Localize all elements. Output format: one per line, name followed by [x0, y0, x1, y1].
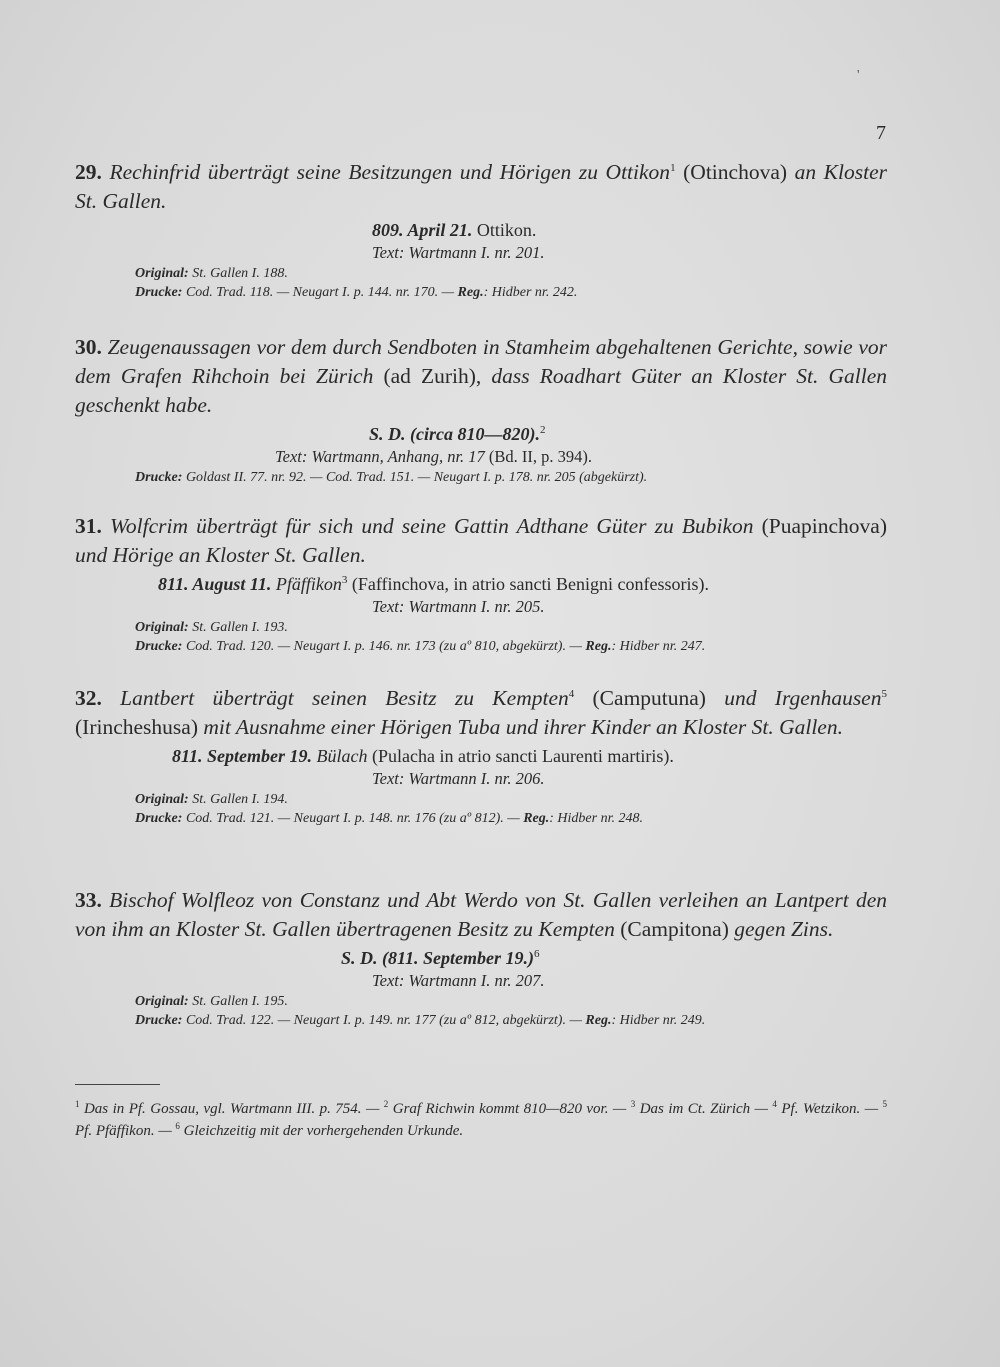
emphasis-text: Reg.	[585, 1013, 612, 1028]
text-reference	[75, 242, 887, 264]
date-line	[75, 744, 887, 768]
source-list	[75, 468, 887, 487]
text-run: (Bd. II, p. 394).	[484, 447, 593, 466]
text-run: St. Gallen I. 194.	[188, 792, 288, 807]
emphasis-text: Drucke:	[135, 470, 183, 485]
entry-number: 31.	[75, 514, 102, 538]
text-run: (ad Zurih),	[373, 364, 482, 388]
footnote-marker: 2	[383, 1099, 389, 1109]
footnote-marker: 4	[772, 1099, 777, 1109]
text-run: mit Ausnahme einer Hörigen Tuba und ihrer Kinder an Kloster St. Gallen.	[197, 715, 843, 739]
text-run: Text: Wartmann I. nr. 201.	[372, 243, 545, 262]
entry-number: 30.	[75, 335, 102, 359]
source-list	[75, 790, 887, 828]
text-run: Cod. Trad. 121. — Neugart I. p. 148. nr. 176 (zu aº 812). —	[182, 811, 524, 826]
emphasis-text: Reg.	[457, 285, 484, 300]
text-run: und Irgenhausen	[705, 686, 882, 710]
emphasis-text: 809. April 21.	[372, 220, 473, 240]
text-reference	[75, 596, 887, 618]
text-run: St. Gallen I. 188.	[188, 266, 288, 281]
date-line	[75, 218, 887, 242]
text-run: Cod. Trad. 122. — Neugart I. p. 149. nr. 177 (zu aº 812, abgekürzt). —	[182, 1013, 586, 1028]
emphasis-text: S. D. (811. September 19.)	[341, 948, 534, 968]
source-list	[75, 264, 887, 302]
entry-heading	[75, 512, 887, 570]
entry-31	[75, 512, 887, 656]
text-run: (Irincheshusa)	[75, 715, 198, 739]
source-line	[135, 992, 887, 1011]
date-line	[75, 946, 887, 970]
text-run: Lantbert überträgt seinen Besitz zu Kempten	[120, 686, 569, 710]
text-run: Bülach	[312, 746, 368, 766]
source-line	[135, 637, 887, 656]
heading-text	[75, 160, 887, 213]
emphasis-text: Original:	[135, 792, 189, 807]
footnote-marker: 3	[630, 1099, 636, 1109]
text-run: Goldast II. 77. nr. 92. — Cod. Trad. 151. — Neugart I. p. 178. nr. 205 (abgekürzt).	[182, 470, 648, 485]
date-line	[75, 422, 887, 446]
entry-number: 32.	[75, 686, 102, 710]
footnote-marker: 2	[539, 424, 546, 436]
page-number: 7	[876, 122, 886, 144]
heading-text	[75, 686, 887, 739]
footnotes	[75, 1098, 887, 1142]
text-run: : Hidber nr. 248.	[549, 811, 643, 826]
emphasis-text: 811. September 19.	[172, 746, 312, 766]
text-reference	[75, 970, 887, 992]
text-run: Wolfcrim überträgt für sich und seine Gattin Adthane Güter zu Bubikon	[109, 514, 754, 538]
text-run: Text: Wartmann I. nr. 206.	[372, 769, 545, 788]
source-line	[135, 618, 887, 637]
emphasis-text: Drucke:	[135, 1013, 183, 1028]
text-reference	[75, 768, 887, 790]
emphasis-text: Reg.	[523, 811, 550, 826]
paper-speck: '	[857, 68, 860, 83]
heading-text	[75, 888, 887, 941]
heading-text	[75, 514, 887, 567]
text-run: und Hörige an Kloster St. Gallen.	[75, 543, 366, 567]
footnote-marker: 3	[341, 574, 348, 586]
text-run: (Campitona)	[614, 917, 729, 941]
emphasis-text: Drucke:	[135, 811, 183, 826]
text-run: : Hidber nr. 247.	[611, 639, 706, 654]
text-run: Bischof Wolfleoz von Constanz und Abt Werdo von St. Gallen verleihen an Lantpert den von ihm an Kloster St. Gallen übertragenen Besitz zu Kempten	[75, 888, 887, 941]
entry-32	[75, 684, 887, 828]
emphasis-text: Drucke:	[135, 285, 183, 300]
entry-heading	[75, 684, 887, 742]
footnote-marker: 6	[534, 948, 540, 960]
footnote-marker: 5	[881, 687, 887, 700]
entry-heading	[75, 886, 887, 944]
date-line	[75, 572, 887, 596]
source-line	[135, 468, 887, 487]
footnote-marker: 1	[670, 161, 676, 174]
source-line	[135, 283, 887, 302]
text-run: Zeugenaussagen vor dem durch Sendboten in Stamheim abgehaltenen Gerichte, sowie vor dem Grafen Rihchoin bei Zürich	[75, 335, 887, 388]
text-run: Pf. Pfäffikon. —	[75, 1123, 176, 1139]
footnote-marker: 1	[75, 1099, 80, 1109]
text-run: Text: Wartmann I. nr. 207.	[372, 971, 545, 990]
entry-number: 29.	[75, 160, 102, 184]
source-line	[135, 809, 887, 828]
source-line	[135, 264, 887, 283]
text-run: an Kloster St. Gallen.	[75, 160, 887, 213]
source-line	[135, 1011, 887, 1030]
text-run: Text: Wartmann, Anhang, nr. 17	[275, 447, 485, 466]
emphasis-text: Drucke:	[135, 639, 183, 654]
entry-33	[75, 886, 887, 1030]
text-run: dass Roadhart Güter an Kloster St. Gallen geschenkt habe.	[75, 364, 887, 417]
entry-30	[75, 333, 887, 487]
footnote-marker: 6	[175, 1121, 180, 1131]
emphasis-text: Reg.	[585, 639, 612, 654]
text-run: gegen Zins.	[728, 917, 834, 941]
text-run: Gleichzeitig mit der vorhergehenden Urkunde.	[179, 1123, 464, 1139]
text-run: (Otinchova)	[675, 160, 788, 184]
emphasis-text: Original:	[135, 994, 189, 1009]
text-run: (Puapinchova)	[753, 514, 887, 538]
text-run: Pf. Wetzikon. —	[776, 1101, 883, 1117]
emphasis-text: 811. August 11.	[158, 574, 272, 594]
text-run: Das im Ct. Zürich —	[635, 1101, 773, 1117]
text-run: Graf Richwin kommt 810—820 vor. —	[388, 1101, 631, 1117]
emphasis-text: S. D. (circa 810—820).	[369, 424, 540, 444]
source-line	[135, 790, 887, 809]
footnote-divider	[75, 1084, 160, 1085]
text-run: Cod. Trad. 120. — Neugart I. p. 146. nr. 173 (zu aº 810, abgekürzt). —	[182, 639, 586, 654]
text-reference	[75, 446, 887, 468]
entry-number: 33.	[75, 888, 102, 912]
text-run: St. Gallen I. 195.	[188, 994, 288, 1009]
text-run: Das in Pf. Gossau, vgl. Wartmann III. p. 754. —	[79, 1101, 384, 1117]
source-list	[75, 618, 887, 656]
text-run: : Hidber nr. 249.	[611, 1013, 706, 1028]
text-run: Rechinfrid überträgt seine Besitzungen und Hörigen zu Ottikon	[109, 160, 671, 184]
text-run: St. Gallen I. 193.	[188, 620, 288, 635]
text-run: : Hidber nr. 242.	[483, 285, 578, 300]
text-run: (Camputuna)	[574, 686, 706, 710]
text-run: Text: Wartmann I. nr. 205.	[372, 597, 545, 616]
text-run: Pfäffikon	[271, 574, 342, 594]
footnote-marker: 5	[882, 1099, 888, 1109]
heading-text	[75, 335, 887, 417]
entry-heading	[75, 333, 887, 420]
text-run: Ottikon.	[472, 220, 537, 240]
text-run: (Faffinchova, in atrio sancti Benigni confessoris).	[347, 574, 709, 594]
footnote-marker: 4	[568, 687, 575, 700]
text-run: (Pulacha in atrio sancti Laurenti martiris).	[367, 746, 674, 766]
source-list	[75, 992, 887, 1030]
emphasis-text: Original:	[135, 620, 189, 635]
entry-29	[75, 158, 887, 302]
entry-heading	[75, 158, 887, 216]
emphasis-text: Original:	[135, 266, 189, 281]
text-run: Cod. Trad. 118. — Neugart I. p. 144. nr. 170. —	[182, 285, 458, 300]
